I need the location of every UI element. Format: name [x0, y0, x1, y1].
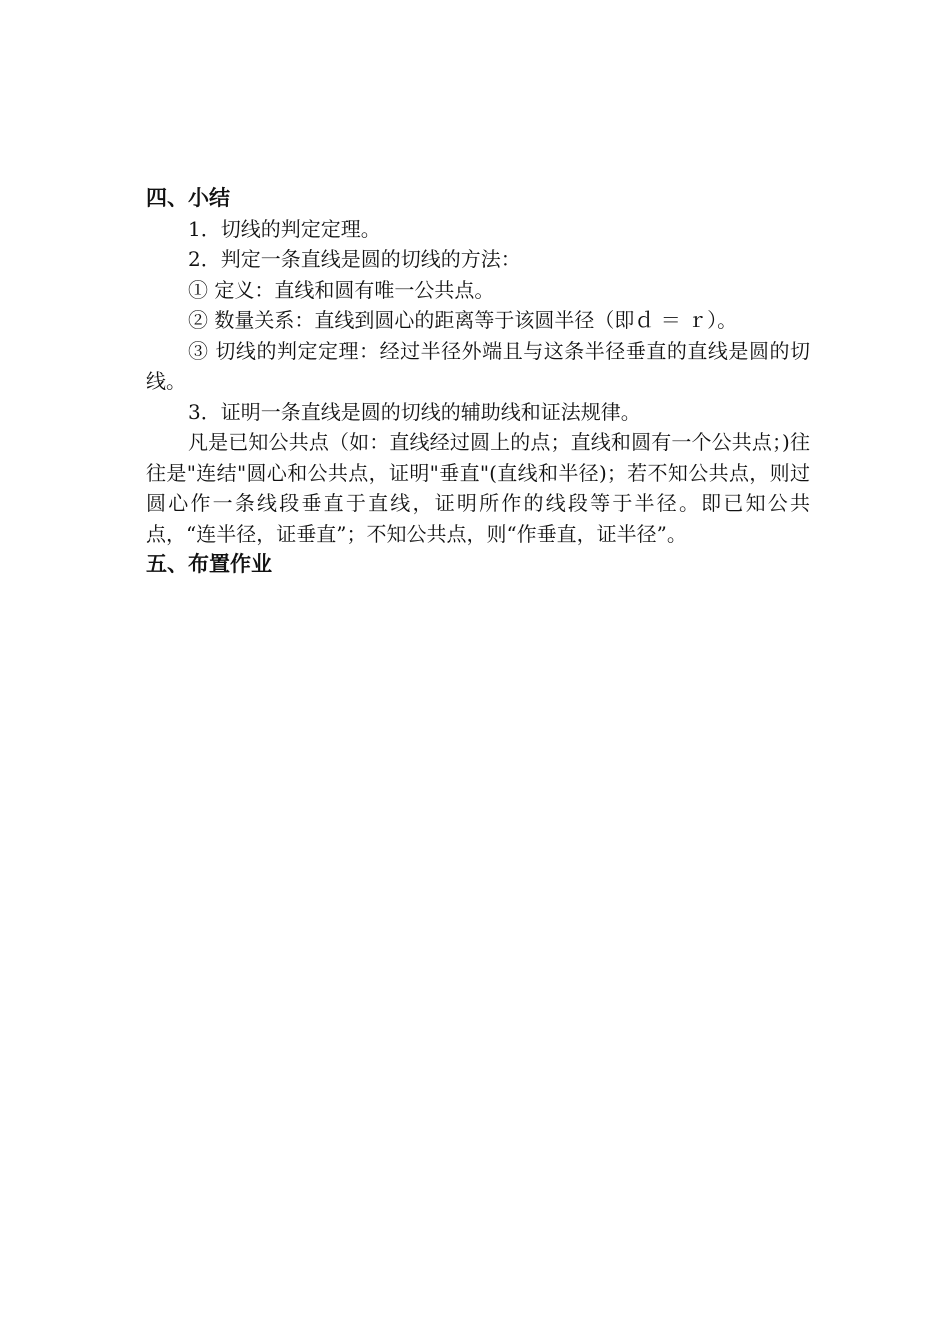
method-definition: ① 定义：直线和圆有唯一公共点。 — [188, 277, 495, 302]
summary-item-1: 1．切线的判定定理。 — [188, 216, 381, 241]
method-tangent-theorem: ③ 切线的判定定理：经过半径外端且与这条半径垂直的直线是圆的切线。 — [146, 338, 810, 393]
summary-item-2: 2．判定一条直线是圆的切线的方法： — [188, 247, 521, 271]
homework-heading: 五、布置作业 — [146, 552, 272, 576]
proof-rule-paragraph: 凡是已知公共点（如：直线经过圆上的点；直线和圆有一个公共点；)往往是"连结"圆心和公共点，证明"垂直"(直线和半径)；若不知公共点，则过圆心作一条线段垂直于直线，证明所作的线段等于半径。即已知公共点，“连半径，证垂直”；不知公共点，则“作垂直，证半径”。 — [146, 430, 810, 546]
document-body — [146, 183, 810, 580]
method-quantity-relation: ② 数量关系：直线到圆心的距离等于该圆半径（即ｄ ＝ ｒ）。 — [188, 308, 738, 332]
summary-item-3: 3．证明一条直线是圆的切线的辅助线和证法规律。 — [188, 399, 641, 424]
summary-heading: 四、小结 — [146, 186, 230, 210]
